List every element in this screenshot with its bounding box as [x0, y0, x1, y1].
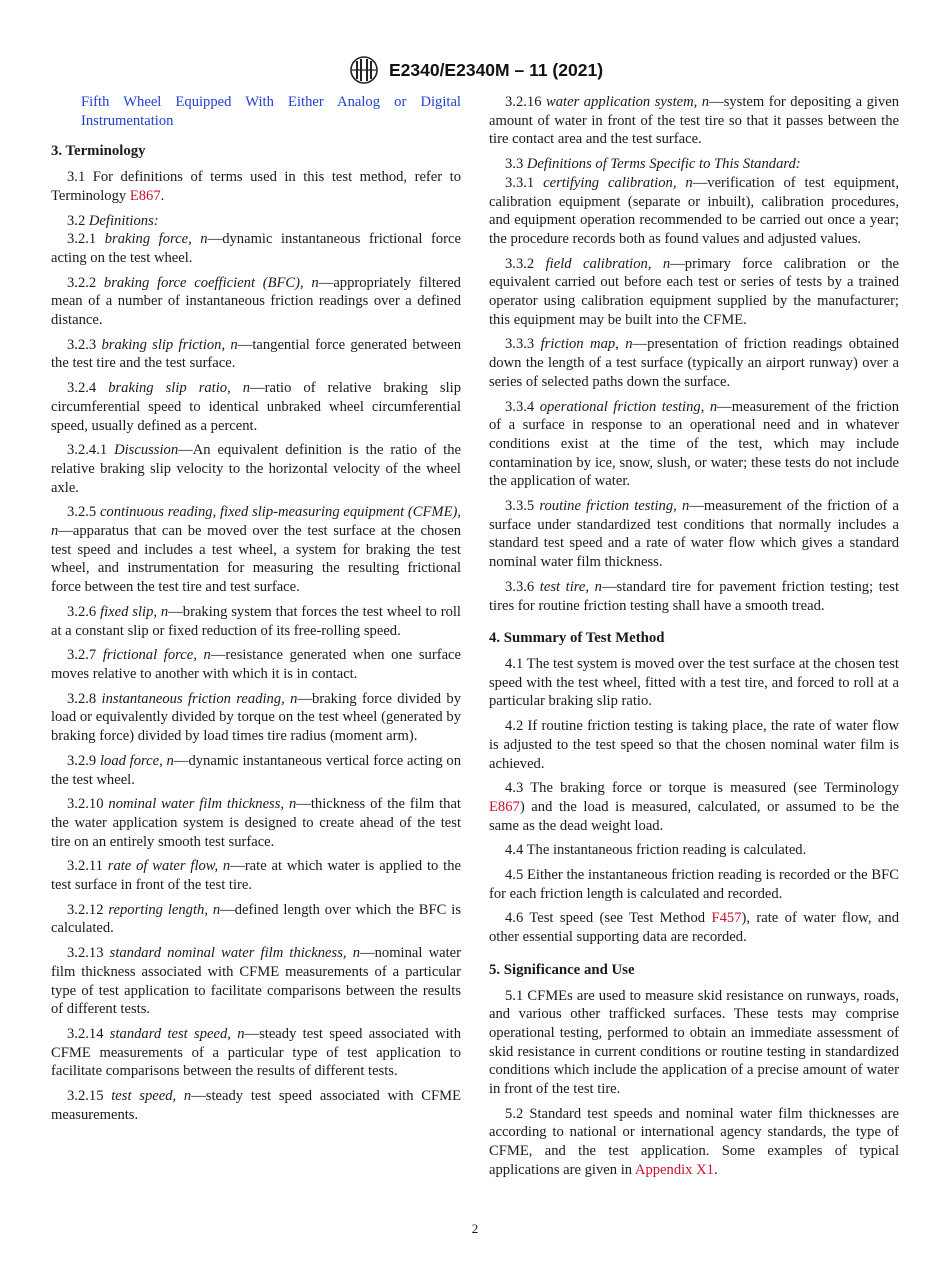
para-3-2-11: 3.2.11 rate of water flow, n—rate at which water is applied to the test surface in front of the test tire.	[51, 858, 461, 894]
para-3-3-4: 3.3.4 operational friction testing, n—measurement of the friction of a surface in response to an operational need and in whatever conditions exist at the time of the test, which may include contamination by ice, snow, slush, or water; these tests do not include the application of water.	[489, 398, 900, 490]
page-number: 2	[471, 1221, 479, 1236]
para-4-1: 4.1 The test system is moved over the test surface at the chosen test speed with the test wheel, fitted with a test tire, and forced to roll at a particular braking slip ratio.	[489, 655, 899, 710]
ref-e867-link[interactable]: E867	[489, 798, 520, 815]
para-3-2-3: 3.2.3 braking slip friction, n—tangential force generated between the test tire and the test surface.	[51, 336, 461, 372]
para-3-2-12: 3.2.12 reporting length, n—defined length over which the BFC is calculated.	[51, 901, 462, 937]
ref-e867-link[interactable]: E867	[129, 187, 161, 204]
para-3-2-4: 3.2.4 braking slip ratio, n—ratio of relative braking slip circumferential speed to identical unbraked wheel circumferential speed, usually defined as a percent.	[51, 380, 461, 434]
para-3-2-1: 3.2.1 braking force, n—dynamic instantaneous frictional force acting on the test wheel.	[51, 231, 461, 266]
section-5-heading: 5. Significance and Use	[489, 961, 635, 978]
para-3-2: 3.2 Definitions:	[67, 212, 159, 229]
page-header	[0, 55, 950, 85]
para-3-2-5: 3.2.5 continuous reading, fixed slip-measuring equipment (CFME), n—apparatus that can be moved over the test surface at the chosen test speed and includes a test wheel, a system for braking the test wheel, and instrumentation for measuring the resulting frictional force between the test tire and test surface.	[51, 504, 461, 596]
para-3-2-7: 3.2.7 frictional force, n—resistance generated when one surface moves relative to another with which it is in contact.	[51, 647, 461, 682]
para-3-2-9: 3.2.9 load force, n—dynamic instantaneous vertical force acting on the test wheel.	[51, 752, 461, 788]
para-3-3-2: 3.3.2 field calibration, n—primary force calibration or the equivalent carried out before each test or series of tests by a trained operator using calibration equipment supplied by the manufacturer; this equipment may be built into the CFME.	[489, 255, 899, 328]
astm-logo-icon	[347, 55, 381, 85]
para-3-2-2: 3.2.2 braking force coefficient (BFC), n—appropriately filtered mean of a number of instantaneous friction readings over a defined distance.	[51, 274, 461, 329]
para-3-2-4-1: 3.2.4.1 Discussion—An equivalent definition is the ratio of the relative braking slip velocity to the horizontal velocity of the wheel axle.	[51, 442, 461, 496]
standard-designation: E2340/E2340M – 11 (2021)	[388, 59, 604, 80]
para-4-2: 4.2 If routine friction testing is taking place, the rate of water flow is adjusted to the test speed so that the chosen nominal water film is achieved.	[489, 718, 899, 772]
para-3-3: 3.3 Definitions of Terms Specific to This Standard:	[505, 156, 801, 173]
para-3-2-16: 3.2.16 water application system, n—system for depositing a given amount of water in front of the test tire so that it passes between the tire contact area and the test surface.	[489, 94, 899, 148]
intro-link[interactable]: Fifth Wheel Equipped With Either Analog or Digital Instrumentation	[81, 94, 461, 129]
para-3-2-10: 3.2.10 nominal water film thickness, n—thickness of the film that the water application system is designed to create ahead of the test tire on an entirely smooth test surface.	[51, 796, 461, 850]
section-4-heading: 4. Summary of Test Method	[489, 630, 665, 647]
para-5-1: 5.1 CFMEs are used to measure skid resistance on runways, roads, and various other trafficked surfaces. These tests may comprise operational testing, performed to obtain an immediate assessment of skid resistance in current conditions or routine testing in standardized conditions which include the application of a precise amount of water in front of the test tire.	[489, 987, 899, 1098]
para-3-1: 3.1 For definitions of terms used in this test method, refer to Terminology E867.	[51, 169, 461, 204]
para-3-2-6: 3.2.6 fixed slip, n—braking system that forces the test wheel to roll at a constant slip or fixed reduction of its free-rolling speed.	[51, 603, 461, 639]
right-column	[489, 93, 899, 1186]
ref-f457-link[interactable]: F457	[711, 910, 742, 927]
para-3-2-14: 3.2.14 standard test speed, n—steady test speed associated with CFME measurements of a particular type of test application to facilitate comparisons between the results of different tests.	[51, 1025, 461, 1080]
para-3-3-5: 3.3.5 routine friction testing, n—measurement of the friction of a surface under standardized test conditions that normally includes a standard test speed and a rate of water flow which gives a standard nominal water film thickness.	[489, 498, 899, 571]
para-4-4: 4.4 The instantaneous friction reading is calculated.	[505, 842, 807, 859]
para-3-2-13: 3.2.13 standard nominal water film thickness, n—nominal water film thickness associated with CFME measurements of a particular type of test application to facilitate comparisons between the results of different tests.	[51, 945, 461, 1018]
para-3-3-3: 3.3.3 friction map, n—presentation of friction readings obtained down the length of a test surface (typically an airport runway) over a series of selected paths down the surface.	[489, 336, 899, 390]
para-4-3: 4.3 The braking force or torque is measured (see Terminology E867) and the load is measured, calculated, or assumed to be the same as the dead weight load.	[489, 780, 899, 834]
para-5-2: 5.2 Standard test speeds and nominal water film thicknesses are according to national or international agency standards, the type of CFME, and the test application. Some examples of typical applications are given in Appendix X1.	[489, 1105, 899, 1178]
para-3-2-15: 3.2.15 test speed, n—steady test speed associated with CFME measurements.	[51, 1088, 461, 1123]
ref-appendix-x1-link[interactable]: Appendix X1	[634, 1161, 714, 1178]
para-4-5: 4.5 Either the instantaneous friction reading is recorded or the BFC for each friction length is calculated and recorded.	[489, 867, 899, 902]
section-3-heading: 3. Terminology	[51, 143, 146, 160]
para-3-3-1: 3.3.1 certifying calibration, n—verification of test equipment, calibration equipment (separate or inbuilt), calibration procedures, and equipment operation recommended to be carried out once a year; the procedure records both as found values and adjusted values.	[489, 174, 899, 247]
para-4-6: 4.6 Test speed (see Test Method F457), rate of water flow, and other essential supporting data are recorded.	[489, 910, 899, 946]
para-3-2-8: 3.2.8 instantaneous friction reading, n—braking force divided by load or equivalently divided by torque on the test wheel (generated by braking force) divided by load times tire radius (moment arm).	[51, 690, 461, 745]
left-column	[51, 93, 461, 1130]
para-3-3-6: 3.3.6 test tire, n—standard tire for pavement friction testing; test tires for routine friction testing shall have a smooth tread.	[489, 578, 899, 614]
